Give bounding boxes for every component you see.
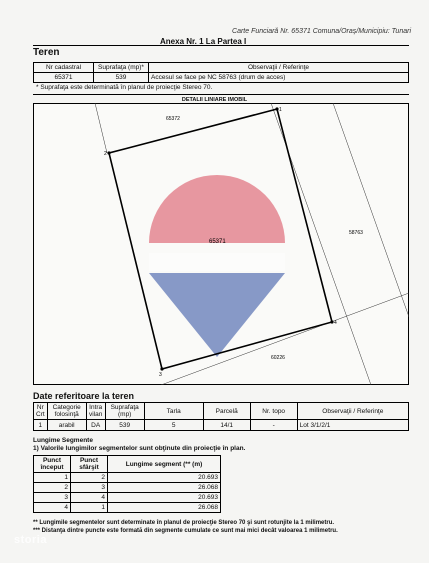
table-row <box>34 73 409 83</box>
table-cell: 1 <box>34 473 71 483</box>
table-cell: - <box>250 420 297 431</box>
table-cell: 5 <box>144 420 203 431</box>
divider <box>33 45 409 46</box>
parcel-label: 65371 <box>209 239 226 245</box>
table-cell: 1 <box>71 503 108 513</box>
table-cell: 26.068 <box>108 503 221 513</box>
col-header: Lungime segment (** (m) <box>108 456 221 473</box>
col-header: Observaţii / Referinţe <box>297 403 408 420</box>
footnote: ** Lungimile segmentelor sunt determinate în planul de proiecţie Stereo 70 şi sunt rotunjite la 1 milimetru. <box>33 520 335 526</box>
neighbor-label-north: 65372 <box>166 116 180 122</box>
carte-funciara-header: Carte Funciară Nr. 65371 Comuna/Oraș/Municipiu: Tunari <box>232 28 411 35</box>
table-cell: Lot 3/1/2/1 <box>297 420 408 431</box>
vertex-label: 4 <box>334 320 337 326</box>
col-header: Suprafaţa (mp) <box>105 403 144 420</box>
lungime-title: Lungime Segmente <box>33 437 93 444</box>
table-cell: 14/1 <box>203 420 250 431</box>
vertex-marker <box>107 151 110 154</box>
table-cell: DA <box>86 420 105 431</box>
table-cell: 539 <box>94 73 149 83</box>
lungime-table <box>33 455 221 513</box>
table-row <box>34 503 221 513</box>
vertex-label: 3 <box>159 372 162 378</box>
footnote: *** Distanţa dintre puncte este formată din segmente cumulate ce sunt mai mici decât valoarea 1 milimetru. <box>33 528 338 534</box>
table-cell: Accesul se face pe NC 58763 (drum de acces) <box>149 73 409 83</box>
teren-table <box>33 62 409 83</box>
col-header: Tarla <box>144 403 203 420</box>
col-header: Punct sfârşit <box>71 456 108 473</box>
table-row <box>34 493 221 503</box>
table-cell: 3 <box>71 483 108 493</box>
col-header: Observaţii / Referinţe <box>149 63 409 73</box>
vertex-label: 2 <box>104 151 107 157</box>
col-header: Nr. topo <box>250 403 297 420</box>
surface-note: * Suprafaţa este determinată în planul de proiecţie Stereo 70. <box>36 84 213 91</box>
table-cell: 20.693 <box>108 493 221 503</box>
date-ref-table <box>33 402 409 431</box>
table-cell: 2 <box>71 473 108 483</box>
date-ref-title: Date referitoare la teren <box>33 391 135 401</box>
table-cell: 4 <box>34 503 71 513</box>
plan-title: DETALII LINIARE IMOBIL <box>181 97 248 103</box>
table-row <box>34 473 221 483</box>
col-header: Parcelă <box>203 403 250 420</box>
teren-title: Teren <box>33 47 60 58</box>
table-header-row <box>34 456 221 473</box>
logo-white-band <box>149 253 285 271</box>
table-row <box>34 420 409 431</box>
table-cell: 20.693 <box>108 473 221 483</box>
table-row <box>34 483 221 493</box>
table-header-row <box>34 403 409 420</box>
lungime-subtitle: 1) Valorile lungimilor segmentelor sunt obţinute din proiecţie în plan. <box>33 445 246 452</box>
col-header: Nr cadastral <box>34 63 94 73</box>
parcel-plan <box>33 103 409 385</box>
col-header: Categorie folosinţă <box>47 403 86 420</box>
table-cell: 3 <box>34 493 71 503</box>
table-cell: 4 <box>71 493 108 503</box>
table-cell: 26.068 <box>108 483 221 493</box>
col-header: Suprafaţa (mp)* <box>94 63 149 73</box>
table-cell: 2 <box>34 483 71 493</box>
anexa-title: Anexa Nr. 1 La Partea I <box>160 37 247 46</box>
col-header: Nr Crt <box>34 403 48 420</box>
table-cell: 65371 <box>34 73 94 83</box>
table-cell: 539 <box>105 420 144 431</box>
table-header-row <box>34 63 409 73</box>
vertex-label: 1 <box>279 107 282 113</box>
col-header: Punct început <box>34 456 71 473</box>
table-cell: 1 <box>34 420 48 431</box>
col-header: Intra vilan <box>86 403 105 420</box>
table-cell: arabil <box>47 420 86 431</box>
neighbor-label-east: 58763 <box>349 230 363 236</box>
vertex-marker <box>160 367 163 370</box>
storia-watermark: storia <box>14 534 47 546</box>
neighbor-label-south: 60226 <box>271 355 285 361</box>
divider <box>33 94 409 95</box>
